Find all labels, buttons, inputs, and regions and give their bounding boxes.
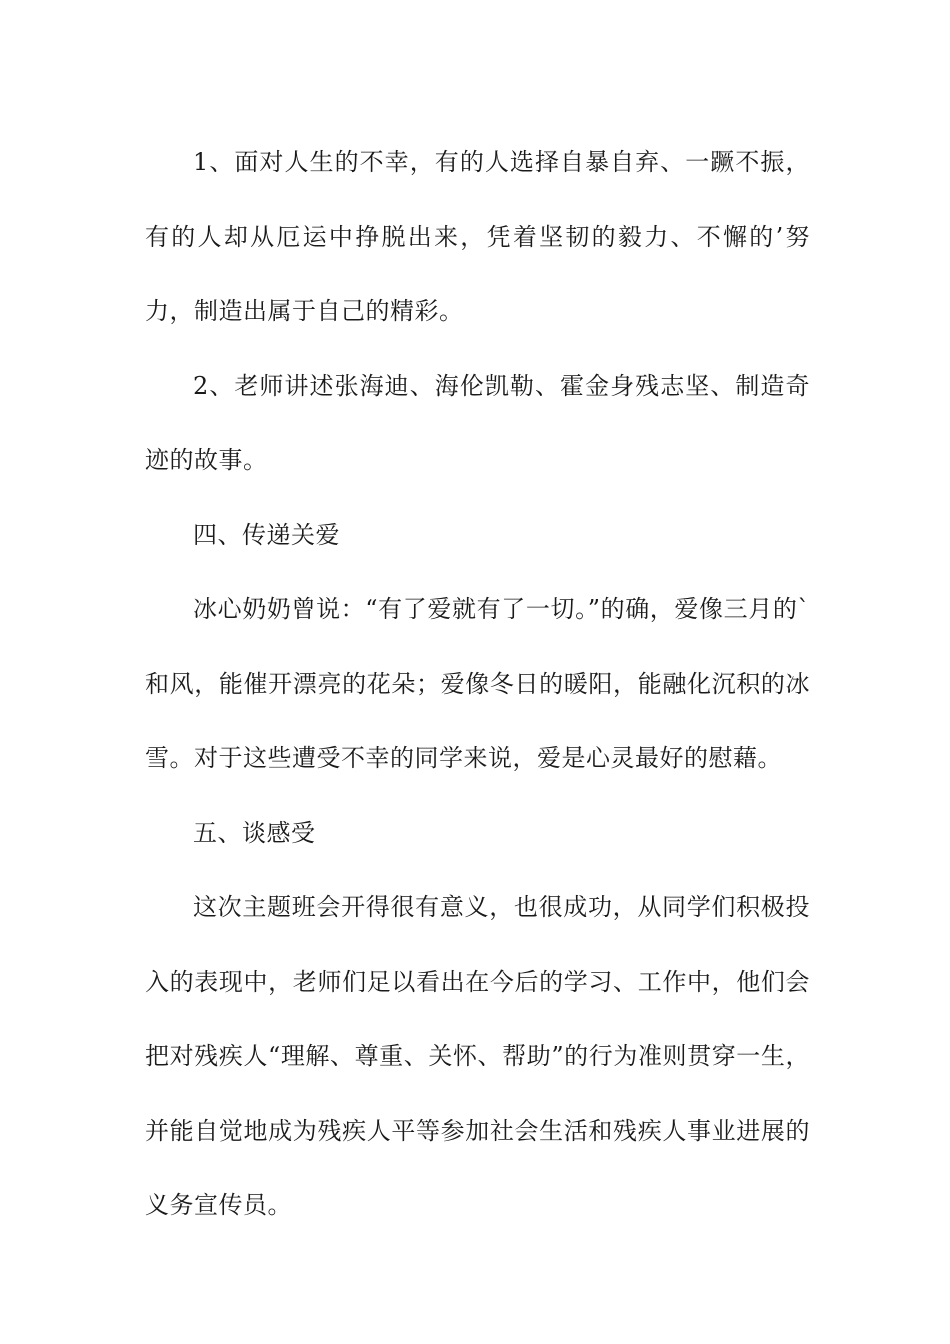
- document-body: [145, 125, 810, 1243]
- paragraph-3: 冰心奶奶曾说：“有了爱就有了一切。”的确，爱像三月的`和风，能催开漂亮的花朵；爱像冬日的暖阳，能融化沉积的冰雪。对于这些遭受不幸的同学来说，爱是心灵最好的慰藉。: [145, 595, 810, 772]
- paragraph-4: 这次主题班会开得很有意义，也很成功，从同学们积极投入的表现中，老师们足以看出在今后的学习、工作中，他们会把对残疾人“理解、尊重、关怀、帮助”的行为准则贯穿一生，并能自觉地成为残疾人平等参加社会生活和残疾人事业进展的义务宣传员。: [145, 893, 810, 1219]
- paragraph-2: 2、老师讲述张海迪、海伦凯勒、霍金身残志坚、制造奇迹的故事。: [145, 371, 810, 474]
- section-heading-4: 四、传递关爱: [193, 520, 340, 549]
- section-heading-5: 五、谈感受: [193, 818, 316, 847]
- paragraph-1: 1、面对人生的不幸，有的人选择自暴自弃、一蹶不振，有的人却从厄运中挣脱出来，凭着坚韧的毅力、不懈的’努力，制造出属于自己的精彩。: [145, 148, 810, 325]
